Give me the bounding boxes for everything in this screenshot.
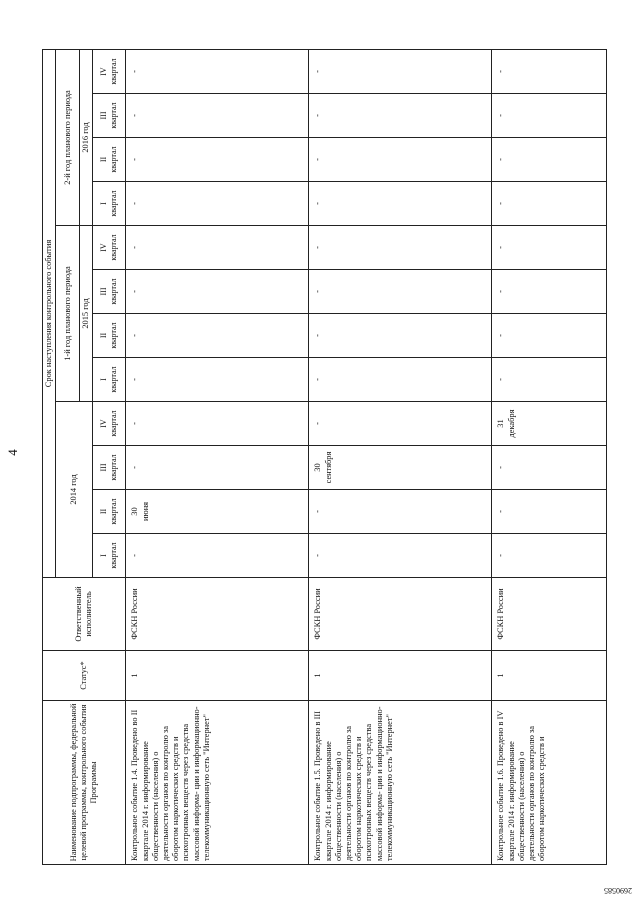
table-row xyxy=(126,50,309,865)
quarter-cell xyxy=(309,402,492,446)
quarter-number: III xyxy=(99,111,109,120)
quarter-word: квартал xyxy=(109,366,119,393)
event-status: 1 xyxy=(309,651,492,701)
quarter-cell xyxy=(309,358,492,402)
cell-value: - xyxy=(130,334,140,337)
quarter-number: II xyxy=(99,508,109,515)
event-executor: ФСКН России xyxy=(492,578,607,651)
quarter-word: квартал xyxy=(109,146,119,173)
quarter-cell xyxy=(492,94,607,138)
table-row xyxy=(309,50,492,865)
event-executor: ФСКН России xyxy=(309,578,492,651)
cell-value: - xyxy=(130,158,140,161)
quarter-cell xyxy=(309,50,492,94)
header-year-2015: 2015 год xyxy=(80,226,93,402)
quarter-cell xyxy=(492,490,607,534)
cell-value: - xyxy=(496,158,506,161)
header-quarter xyxy=(93,270,126,314)
cell-value: - xyxy=(496,554,506,557)
header-status: Статус* xyxy=(43,651,126,701)
cell-value: - xyxy=(313,334,323,337)
quarter-number: II xyxy=(99,332,109,339)
header-name: Наименование подпрограммы, федеральной целевой программы, контрольного события Программы xyxy=(43,701,126,865)
quarter-word: квартал xyxy=(109,234,119,261)
control-events-table xyxy=(42,49,607,865)
cell-month: декабря xyxy=(506,409,516,438)
quarter-cell xyxy=(492,270,607,314)
cell-value: - xyxy=(496,202,506,205)
quarter-cell xyxy=(492,182,607,226)
quarter-word: квартал xyxy=(109,454,119,481)
cell-value: - xyxy=(130,70,140,73)
quarter-cell xyxy=(126,490,309,534)
cell-value: - xyxy=(313,202,323,205)
cell-value: - xyxy=(313,290,323,293)
cell-value: - xyxy=(130,422,140,425)
quarter-cell xyxy=(309,226,492,270)
quarter-word: квартал xyxy=(109,190,119,217)
cell-value: - xyxy=(496,290,506,293)
quarter-number: I xyxy=(99,554,109,557)
quarter-cell xyxy=(126,534,309,578)
header-quarter xyxy=(93,446,126,490)
header-quarter xyxy=(93,138,126,182)
event-status: 1 xyxy=(126,651,309,701)
quarter-number: I xyxy=(99,378,109,381)
cell-value: - xyxy=(130,246,140,249)
quarter-cell xyxy=(309,182,492,226)
event-name: Контрольное событие 1.5. Проведено в III квартале 2014 г. информирование общественности (населения) о деятельности органов по контролю за оборотом наркотических средств и психотропных веществ через средства массовой информа- ции и информационно- телекоммуникационную сеть "Интернет" xyxy=(309,701,492,865)
quarter-word: квартал xyxy=(109,498,119,525)
header-quarter xyxy=(93,94,126,138)
cell-value: 30 xyxy=(313,463,323,472)
cell-value: - xyxy=(496,246,506,249)
quarter-cell xyxy=(126,446,309,490)
quarter-number: III xyxy=(99,287,109,296)
header-period-2: 2-й год планового периода xyxy=(56,50,80,226)
quarter-word: квартал xyxy=(109,58,119,85)
quarter-word: квартал xyxy=(109,102,119,129)
quarter-cell xyxy=(492,358,607,402)
quarter-cell xyxy=(126,226,309,270)
cell-value: 30 xyxy=(130,507,140,516)
quarter-cell xyxy=(492,314,607,358)
cell-value: - xyxy=(496,70,506,73)
header-quarter xyxy=(93,226,126,270)
header-quarter xyxy=(93,402,126,446)
quarter-cell xyxy=(309,446,492,490)
cell-value: - xyxy=(313,422,323,425)
header-year-2014: 2014 год xyxy=(56,402,93,578)
header-quarter xyxy=(93,314,126,358)
cell-month: сентября xyxy=(323,451,333,484)
header-quarter xyxy=(93,490,126,534)
quarter-cell xyxy=(309,94,492,138)
cell-value: - xyxy=(496,114,506,117)
header-quarter xyxy=(93,534,126,578)
header-quarter xyxy=(93,50,126,94)
cell-value: - xyxy=(496,378,506,381)
quarter-cell xyxy=(126,94,309,138)
quarter-number: IV xyxy=(99,419,109,428)
table-row xyxy=(492,50,607,865)
header-executor: Ответственный исполнитель xyxy=(43,578,126,651)
quarter-cell xyxy=(126,402,309,446)
cell-value: - xyxy=(130,114,140,117)
cell-value: - xyxy=(130,554,140,557)
cell-value: - xyxy=(130,466,140,469)
cell-value: - xyxy=(313,70,323,73)
quarter-cell xyxy=(126,50,309,94)
cell-value: - xyxy=(130,202,140,205)
quarter-cell xyxy=(492,226,607,270)
cell-value: - xyxy=(496,466,506,469)
cell-value: - xyxy=(130,290,140,293)
event-name: Контрольное событие 1.6. Проведено в IV квартале 2014 г. информирование общественности (населения) о деятельности органов по контролю за оборотом наркотических средств и xyxy=(492,701,607,865)
quarter-cell xyxy=(309,270,492,314)
quarter-word: квартал xyxy=(109,278,119,305)
quarter-cell xyxy=(309,314,492,358)
cell-value: - xyxy=(496,510,506,513)
cell-value: - xyxy=(313,114,323,117)
quarter-number: I xyxy=(99,202,109,205)
event-status: 1 xyxy=(492,651,607,701)
event-executor: ФСКН России xyxy=(126,578,309,651)
cell-value: - xyxy=(313,246,323,249)
quarter-cell xyxy=(492,534,607,578)
cell-month: июня xyxy=(140,501,150,522)
cell-value: 31 xyxy=(496,419,506,428)
cell-value: - xyxy=(313,378,323,381)
quarter-cell xyxy=(492,446,607,490)
quarter-cell xyxy=(126,358,309,402)
quarter-cell xyxy=(126,182,309,226)
quarter-word: квартал xyxy=(109,542,119,569)
quarter-number: IV xyxy=(99,67,109,76)
cell-value: - xyxy=(130,378,140,381)
quarter-cell xyxy=(492,402,607,446)
quarter-number: II xyxy=(99,156,109,163)
quarter-cell xyxy=(309,490,492,534)
header-quarter xyxy=(93,182,126,226)
header-term: Срок наступления контрольного события xyxy=(43,50,56,578)
quarter-number: III xyxy=(99,463,109,472)
event-name: Контрольное событие 1.4. Проведено во II квартале 2014 г. информирование общественности (населения) о деятельности органов по контролю за оборотом наркотических средств и психотропных веществ через средства массовой информа- ции и информационно- телекоммуникационную сеть "Интернет" xyxy=(126,701,309,865)
quarter-cell xyxy=(126,314,309,358)
quarter-cell xyxy=(126,138,309,182)
quarter-word: квартал xyxy=(109,410,119,437)
quarter-cell xyxy=(126,270,309,314)
quarter-number: IV xyxy=(99,243,109,252)
quarter-cell xyxy=(492,138,607,182)
quarter-word: квартал xyxy=(109,322,119,349)
quarter-cell xyxy=(492,50,607,94)
header-period-1: 1-й год планового периода xyxy=(56,226,80,402)
cell-value: - xyxy=(313,510,323,513)
quarter-cell xyxy=(309,534,492,578)
cell-value: - xyxy=(496,334,506,337)
header-year-2016: 2016 год xyxy=(80,50,93,226)
header-quarter xyxy=(93,358,126,402)
cell-value: - xyxy=(313,554,323,557)
cell-value: - xyxy=(313,158,323,161)
quarter-cell xyxy=(309,138,492,182)
page-number: 4 xyxy=(5,449,20,456)
doc-code: 2690585 xyxy=(604,886,632,895)
